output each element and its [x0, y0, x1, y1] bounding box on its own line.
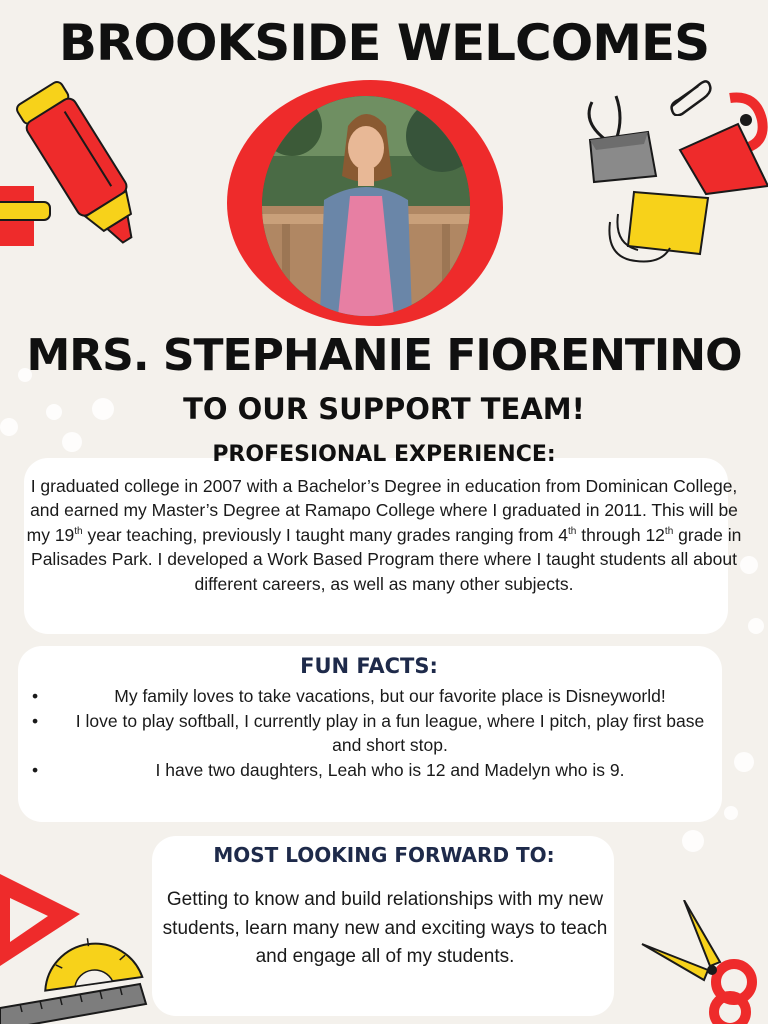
list-item: [28, 758, 718, 783]
fun-facts-list: [28, 684, 718, 782]
fun-facts-heading: FUN FACTS:: [300, 654, 438, 678]
bullet: •: [32, 686, 39, 706]
page-title: BROOKSIDE WELCOMES: [58, 14, 710, 72]
experience-text-part: through 12: [576, 524, 665, 545]
binder-clip-icon: [576, 92, 662, 188]
teacher-photo: [262, 96, 470, 316]
experience-heading: PROFESIONAL EXPERIENCE:: [212, 442, 556, 467]
ruler-icon: [0, 980, 150, 1024]
list-item: [28, 684, 718, 709]
teacher-name: MRS. STEPHANIE FIORENTINO: [26, 330, 742, 381]
bullet: •: [32, 710, 39, 731]
experience-text-part: grade in Palisades Park. I developed a Work Based Program there where I taught students all about different careers, as well as many other subjects.: [31, 524, 742, 594]
fun-fact-text: I have two daughters, Leah who is 12 and Madelyn who is 9.: [155, 759, 625, 780]
scissors-icon: [638, 900, 768, 1024]
looking-forward-text: Getting to know and build relationships with my new students, learn many new and exciting ways to teach and engage all of my students.: [162, 889, 608, 967]
background-dot: [748, 618, 764, 634]
fun-fact-text: My family loves to take vacations, but our favorite place is Disneyworld!: [114, 686, 666, 706]
background-dot: [734, 752, 754, 772]
experience-text-part: year teaching, previously I taught many grades ranging from 4: [82, 524, 569, 545]
superscript: th: [568, 525, 577, 537]
experience-text-part: I graduated college in 2007 with a Bachelor’s Degree in education from Dominican College, and earned my Master’s Degree at Ramapo College where I graduated in 2011. This will be my 19: [26, 476, 738, 545]
superscript: th: [664, 525, 674, 537]
experience-text: [22, 474, 746, 596]
sticky-notes-icon: [604, 184, 718, 272]
welcome-subtitle: TO OUR SUPPORT TEAM!: [183, 392, 585, 426]
superscript: th: [74, 525, 83, 537]
bullet: •: [32, 759, 39, 780]
looking-forward-heading: MOST LOOKING FORWARD TO:: [213, 843, 555, 867]
background-dot: [682, 830, 704, 852]
portrait-illustration: [262, 96, 470, 316]
fun-fact-text: I love to play softball, I currently play in a fun league, where I pitch, play first base and short stop.: [75, 710, 705, 755]
background-dot: [724, 806, 738, 820]
eraser-icon: [0, 182, 56, 252]
list-item: [28, 709, 718, 758]
